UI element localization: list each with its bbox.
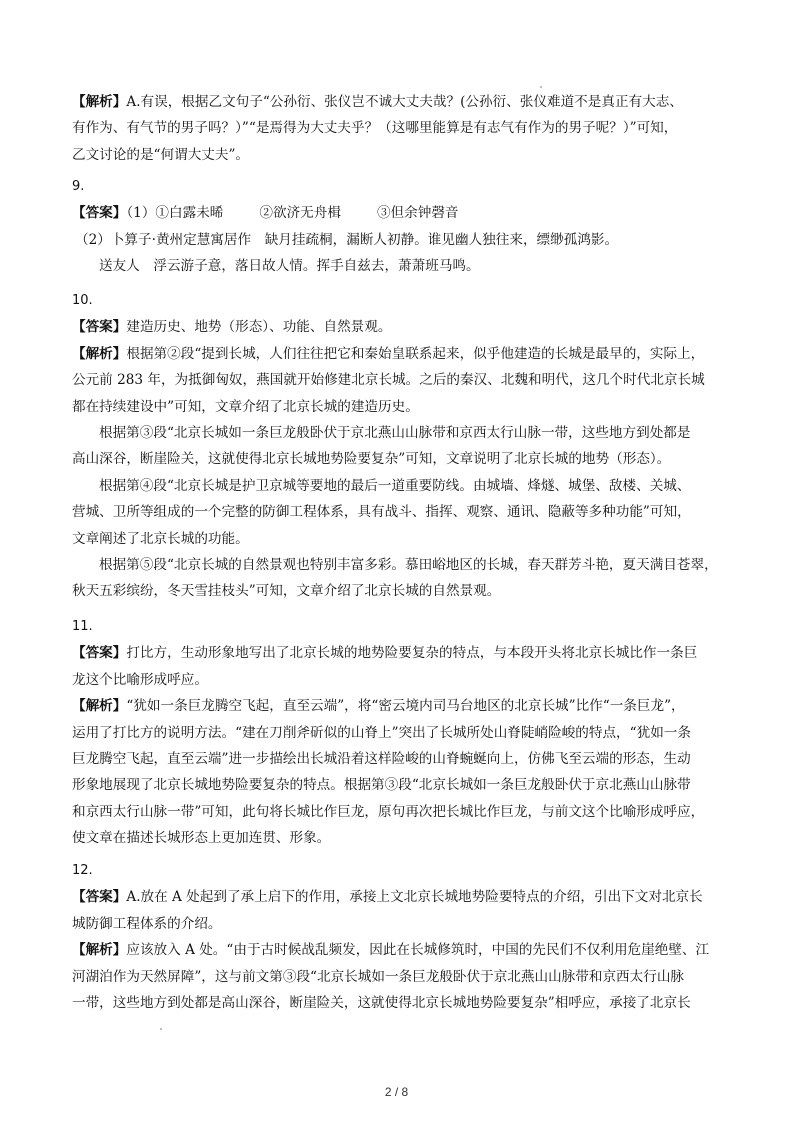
scan-speck — [160, 1028, 162, 1030]
q12-analysis-line — [72, 937, 722, 963]
q9-answer-poem-1: （2）卜算子·黄州定慧寓居作 缺月挂疏桐，漏断人初静。谁见幽人独往来，缥缈孤鸿影。 — [75, 231, 619, 248]
question-number: 9. — [72, 179, 85, 194]
q10-analysis-line: 根据第④段“北京长城是护卫京城等要地的最后一道重要防线。由城墙、烽燧、城堡、敌楼、关城、 — [99, 477, 691, 494]
analysis-label: 【解析】 — [72, 345, 127, 362]
q8-analysis-line: 有作为、有气节的男子吗？）”“是焉得为大丈夫乎？（这哪里能算是有志气有作为的男子呢？）”可知， — [72, 120, 678, 137]
q8-analysis-line: 乙文讨论的是“何谓大丈夫”。 — [72, 146, 250, 163]
q10-analysis-line: 文章阐述了北京长城的功能。 — [72, 530, 249, 547]
page-number: 2 / 8 — [384, 1085, 409, 1099]
analysis-label: 【解析】 — [72, 94, 127, 110]
q11-analysis-line: 使文章在描述长城形态上更加连贯、形象。 — [72, 830, 331, 847]
q12-answer-line: 城防御工程体系的介绍。 — [72, 915, 222, 932]
q11-analysis-line: 和京西太行山脉一带”可知，此句将长城比作巨龙，原句再次把长城比作巨龙，与前文这个比喻形成呼应， — [72, 803, 705, 820]
q9-answer-b: ②欲济无舟楫 — [259, 205, 341, 222]
question-number: 12. — [72, 863, 93, 878]
q10-analysis-line — [72, 341, 722, 367]
answer-label: 【答案】 — [72, 645, 127, 662]
question-number: 11. — [72, 619, 93, 634]
q12-analysis-text: 应该放入 A 处。“由于古时候战乱频发，因此在长城修筑时，中国的先民们不仅利用危崖绝壁、江 — [126, 942, 710, 959]
analysis-label: 【解析】 — [72, 942, 127, 959]
q11-answer-line: 龙这个比喻形成呼应。 — [72, 671, 208, 688]
q8-section — [72, 89, 722, 168]
q10-analysis-line: 秋天五彩缤纷，冬天雪挂枝头”可知，文章介绍了北京长城的自然景观。 — [72, 583, 501, 600]
q10-analysis-line: 都在持续建设中”可知，文章介绍了北京长城的建造历史。 — [72, 398, 419, 415]
q10-answer-line — [72, 314, 722, 340]
q9-section — [72, 174, 722, 280]
q11-answer-line — [72, 640, 722, 666]
q9-answer-c: ③但余钟磬音 — [376, 205, 459, 222]
q11-analysis-line: 形象地展现了北京长城地势险要复杂的特点。根据第③段“北京长城如一条巨龙般卧伏于京北燕山山脉带 — [72, 777, 691, 794]
q11-analysis-line — [72, 693, 722, 719]
q9-answer-poem-2: 送友人 浮云游子意，落日故人情。挥手自兹去，萧萧班马鸣。 — [99, 258, 480, 275]
q11-analysis-text: “犹如一条巨龙腾空飞起，直至云端”，将“密云境内司马台地区的北京长城”比作“一条巨龙”， — [126, 698, 685, 715]
analysis-label: 【解析】 — [72, 698, 127, 715]
q9-answer-a: （1）①白露未晞 — [126, 205, 224, 222]
q10-analysis-line: 根据第③段“北京长城如一条巨龙般卧伏于京北燕山山脉带和京西太行山脉一带，这些地方到处都是 — [99, 425, 691, 442]
q10-analysis-line: 营城、卫所等组成的一个完整的防御工程体系，具有战斗、指挥、观察、通讯、隐蔽等多种功能”可知， — [72, 504, 691, 521]
q11-analysis-line: 运用了打比方的说明方法。“建在刀削斧斫似的山脊上”突出了长城所处山脊陡峭险峻的特点，“犹如一条 — [72, 724, 691, 741]
answer-label: 【答案】 — [72, 889, 127, 906]
q8-analysis-text: A.有误，根据乙文句子“公孙衍、张仪岂不诚大丈夫哉？(公孙衍、张仪难道不是真正有大志、 — [126, 94, 683, 110]
answer-label: 【答案】 — [72, 205, 127, 222]
q11-answer-text: 打比方，生动形象地写出了北京长城的地势险要复杂的特点，与本段开头将北京长城比作一条巨 — [126, 645, 698, 662]
q11-section — [72, 614, 722, 852]
q10-answer-text: 建造历史、地势（形态）、功能、自然景观。 — [126, 319, 392, 336]
q10-section — [72, 288, 722, 605]
q12-answer-text: A.放在 A 处起到了承上启下的作用，承接上文北京长城地势险要特点的介绍，引出下文对北京长 — [126, 889, 703, 906]
q10-analysis-line: 根据第⑤段“北京长城的自然景观也特别丰富多彩。慕田峪地区的长城，春天群芳斗艳，夏天满目苍翠， — [99, 557, 718, 574]
q11-analysis-line: 巨龙腾空飞起，直至云端”进一步描绘出长城沿着这样险峻的山脊蜿蜒向上，仿佛飞至云端的形态，生动 — [72, 751, 691, 768]
q10-analysis-line: 公元前 283 年，为抵御匈奴，燕国就开始修建北京长城。之后的秦汉、北魏和明代，这几个时代北京长城 — [72, 372, 705, 389]
question-number: 10. — [72, 293, 93, 308]
q10-analysis-line: 高山深谷，断崖险关，这就使得北京长城地势险要复杂”可知，文章说明了北京长城的地势（形态）。 — [72, 451, 671, 468]
q12-section — [72, 858, 722, 1016]
q12-analysis-line: 一带，这些地方到处都是高山深谷，断崖险关，这就使得北京长城地势险要复杂”相呼应，承接了北京长 — [72, 995, 691, 1012]
q8-analysis-line — [72, 89, 722, 115]
answer-label: 【答案】 — [72, 319, 127, 336]
q12-analysis-line: 河湖泊作为天然屏障”，这与前文第③段“北京长城如一条巨龙般卧伏于京北燕山山脉带和京西太行山脉 — [72, 968, 685, 985]
q10-analysis-text: 根据第②段“提到长城，人们往往把它和秦始皇联系起来，似乎他建造的长城是最早的，实际上， — [126, 345, 705, 362]
q9-answer-line — [72, 200, 722, 226]
scan-speck — [540, 86, 542, 88]
q12-answer-line — [72, 884, 722, 910]
